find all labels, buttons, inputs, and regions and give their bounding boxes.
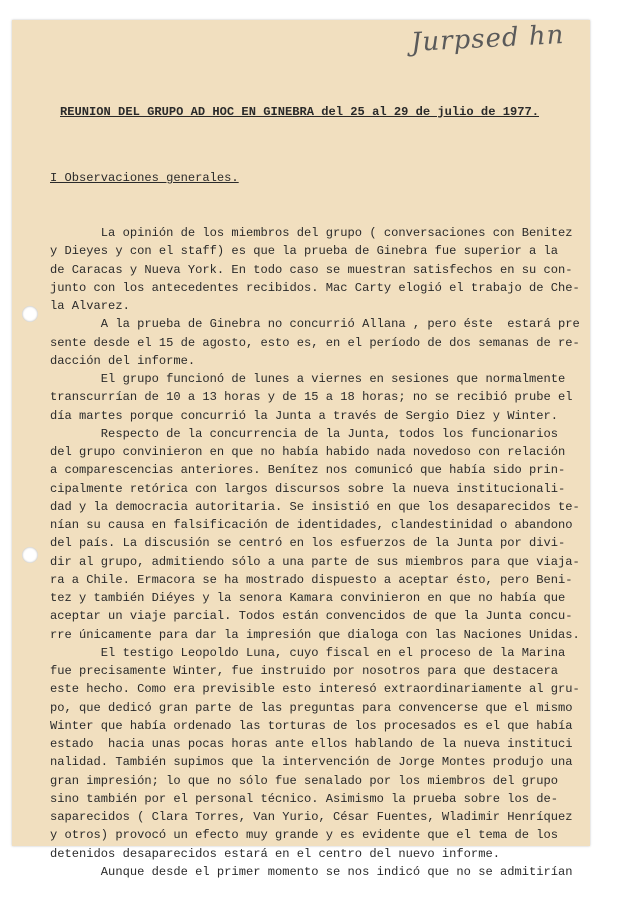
punch-hole xyxy=(22,306,38,322)
text-line: y Dieyes y con el staff) es que la prueba de Ginebra fue superior a la xyxy=(50,244,559,259)
text-line: aceptar un viaje parcial. Todos están convencidos de que la Junta concu- xyxy=(50,609,573,624)
text-line: dacción del informe. xyxy=(50,353,196,368)
document-page xyxy=(12,20,590,879)
punch-hole xyxy=(22,547,38,563)
text-line: nían su causa en falsificación de identidades, clandestinidad o abandono xyxy=(50,518,573,532)
text-line: día martes porque concurrió la Junta a través de Sergio Diez y Winter. xyxy=(50,408,559,423)
text-line: La opinión de los miembros del grupo ( conversaciones con Benitez xyxy=(50,226,573,240)
text-line: junto con los antecedentes recibidos. Mac Carty elogió el trabajo de Che- xyxy=(50,280,580,295)
text-line: de Caracas y Nueva York. En todo caso se muestran satisfechos en su con- xyxy=(50,262,573,277)
text-line: sino también por el personal técnico. Asimismo la prueba sobre los de- xyxy=(50,791,559,806)
section-heading: I Observaciones generales. xyxy=(50,171,239,186)
text-line: Aunque desde el primer momento se nos indicó que no se admitirían xyxy=(50,864,573,879)
text-line: y otros) provocó un efecto muy grande y es evidente que el tema de los xyxy=(50,828,559,843)
text-line: estado hacia unas pocas horas ante ellos hablando de la nueva instituci xyxy=(50,737,573,751)
text-line: nalidad. También supimos que la intervención de Jorge Montes produjo una xyxy=(50,755,573,770)
text-line: fue precisamente Winter, fue instruido por nosotros para que destacera xyxy=(50,664,559,678)
text-line: del grupo convinieron en que no había habido nada novedoso con relación xyxy=(50,445,566,459)
body-text xyxy=(50,224,582,881)
typed-text xyxy=(50,66,582,918)
document-title: REUNION DEL GRUPO AD HOC EN GINEBRA del 25 al 29 de julio de 1977. xyxy=(60,104,539,119)
text-line: del país. La discusión se centró en los esfuerzos de la Junta por divi- xyxy=(50,536,566,551)
text-line: cipalmente retórica con largos discursos sobre la nueva institucionali- xyxy=(50,481,566,496)
text-line: dad y la democracia autoritaria. Se insistió en que los desaparecidos te- xyxy=(50,499,580,514)
text-line: Respecto de la concurrencia de la Junta, todos los funcionarios xyxy=(50,426,559,441)
text-line: la Alvarez. xyxy=(50,299,130,313)
text-line: El testigo Leopoldo Luna, cuyo fiscal en el proceso de la Marina xyxy=(50,645,566,660)
text-line: ra a Chile. Ermacora se ha mostrado dispuesto a aceptar ésto, pero Beni- xyxy=(50,572,573,587)
text-line: saparecidos ( Clara Torres, Van Yurio, César Fuentes, Wladimir Henríquez xyxy=(50,810,573,824)
text-line: rre únicamente para dar la impresión que dialoga con las Naciones Unidas. xyxy=(50,627,580,642)
text-line: este hecho. Como era previsible esto interesó extraordinariamente al gru- xyxy=(50,682,580,697)
text-line: sente desde el 15 de agosto, esto es, en el período de dos semanas de re- xyxy=(50,335,580,350)
text-line: transcurrían de 10 a 13 horas y de 15 a 18 horas; no se recibió prube el xyxy=(50,390,573,405)
text-line: A la prueba de Ginebra no concurrió Allana , pero éste estará pre xyxy=(50,317,580,332)
text-line: po, que dedicó gran parte de las preguntas para convencerse que el mismo xyxy=(50,700,573,715)
text-line: dir al grupo, admitiendo sólo a una parte de sus miembros para que viaja- xyxy=(50,554,580,569)
text-line: tez y también Diéyes y la senora Kamara convinieron en que no había que xyxy=(50,591,566,605)
text-line: a comparescencias anteriores. Benítez nos comunicó que había sido prin- xyxy=(50,463,566,478)
handwritten-note: Jurpsed hn xyxy=(409,20,565,58)
text-line: gran impresión; lo que no sólo fue senalado por los miembros del grupo xyxy=(50,773,559,788)
text-line: Winter que había ordenado las torturas de los procesados es el que había xyxy=(50,718,573,733)
text-line: El grupo funcionó de lunes a viernes en sesiones que normalmente xyxy=(50,372,566,386)
text-line: detenidos desaparecidos estará en el centro del nuevo informe. xyxy=(50,846,500,861)
